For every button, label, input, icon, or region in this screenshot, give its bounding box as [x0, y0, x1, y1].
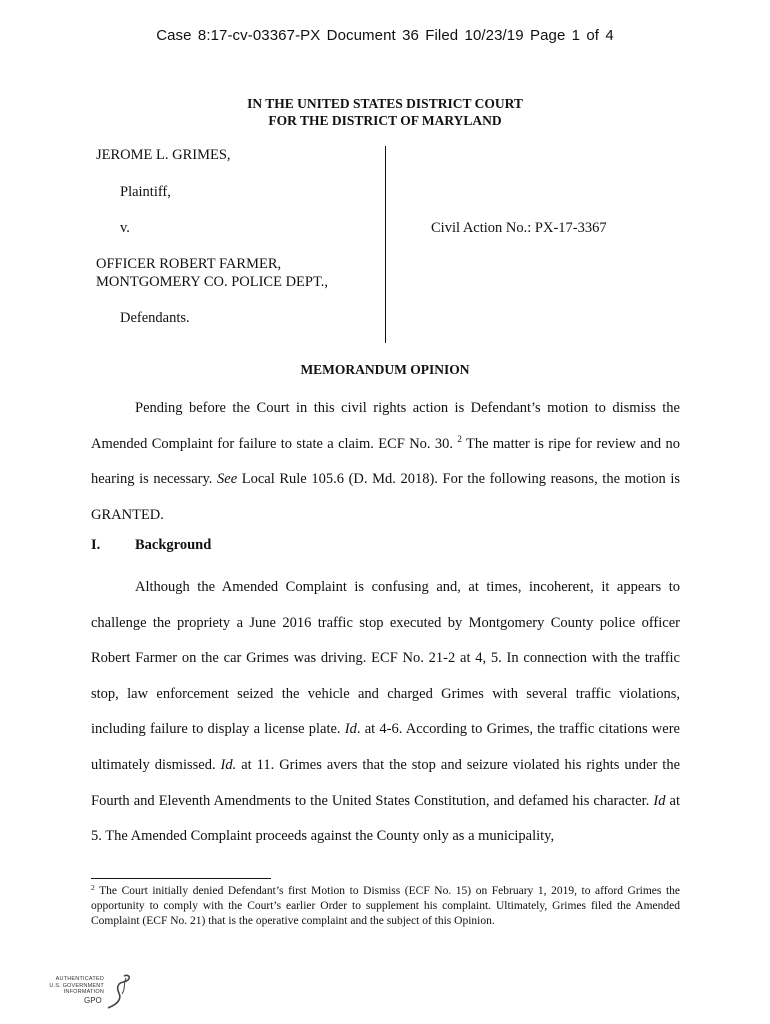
defendant-line1: OFFICER ROBERT FARMER,	[96, 256, 282, 272]
citation-id: Id	[344, 721, 357, 738]
eagle-icon	[102, 972, 132, 1010]
case-header: Case 8:17-cv-03367-PX Document 36 Filed 10/23/19 Page 1 of 4	[156, 27, 614, 44]
defendant-role: Defendants.	[120, 310, 190, 326]
footnote-text: The Court initially denied Defendant’s first Motion to Dismiss (ECF No. 15) on February 1, 2019, to afford Grimes the opportunity to comply with the Court’s earlier Order to supplement his complaint. Ultimately, Grimes filed the Amended Complaint (ECF No. 21) that is the operative complaint and the subject of this Opinion.	[91, 885, 680, 927]
court-heading	[0, 95, 770, 129]
section-number: I.	[91, 537, 101, 553]
paragraph1-text3: Local Rule 105.6 (D. Md. 2018). For the following reasons, the motion is GRANTED.	[91, 471, 680, 523]
defendant-line2: MONTGOMERY CO. POLICE DEPT.,	[96, 274, 329, 290]
citation-id: Id	[653, 792, 666, 809]
footnote-number: 2	[91, 883, 95, 892]
versus-label: v.	[120, 220, 130, 236]
paragraph2-text4: at 5. The Amended Complaint proceeds against the County only as a municipality,	[91, 792, 680, 845]
paragraph2-text3: at 11. Grimes avers that the stop and seizure violated his rights under the Fourth and Eleventh Amendments to the United States Constitution, and defamed his character.	[91, 756, 681, 809]
background-paragraph	[91, 570, 680, 855]
paragraph1-text2: The matter is ripe for review and no hearing is necessary.	[91, 435, 680, 488]
paragraph1-text1: Pending before the Court in this civil rights action is Defendant’s motion to dismiss the Amended Complaint for failure to state a claim. ECF No. 30.	[91, 400, 680, 452]
court-heading-line2: FOR THE DISTRICT OF MARYLAND	[268, 113, 502, 128]
section-heading	[91, 537, 211, 554]
citation-signal: See	[217, 471, 238, 488]
plaintiff-name: JEROME L. GRIMES,	[96, 147, 231, 163]
paragraph2-text2: . at 4-6. According to Grimes, the traffic citations were ultimately dismissed.	[91, 721, 680, 773]
plaintiff-role: Plaintiff,	[120, 184, 171, 200]
paragraph2-text1: Although the Amended Complaint is confusing and, at times, incoherent, it appears to challenge the propriety a June 2016 traffic stop executed by Montgomery County police officer Robert Farmer on the car Grimes was driving. ECF No. 21-2 at 4, 5. In connection with the traffic stop, law enforcement seized the vehicle and charged Grimes with several traffic violations, including failure to display a license plate.	[91, 579, 680, 738]
gpo-logo-text	[44, 976, 104, 996]
gpo-authenticated-logo	[44, 972, 134, 1012]
document-title: MEMORANDUM OPINION	[300, 362, 470, 377]
court-heading-line1: IN THE UNITED STATES DISTRICT COURT	[247, 96, 523, 111]
gpo-logo-line2: U.S. GOVERNMENT	[49, 982, 104, 989]
gpo-logo-line1: AUTHENTICATED	[55, 976, 104, 982]
footnote-divider	[91, 878, 271, 879]
civil-action-number: Civil Action No.: PX-17-3367	[431, 220, 607, 236]
gpo-mark: GPO	[84, 996, 102, 1005]
section-title: Background	[135, 537, 212, 553]
footnote-reference[interactable]: 2	[457, 433, 462, 444]
opening-paragraph	[91, 391, 680, 533]
caption-divider	[385, 146, 386, 343]
footnote	[91, 884, 680, 929]
gpo-logo-line3: INFORMATION	[63, 989, 104, 995]
citation-id: Id.	[220, 756, 237, 773]
